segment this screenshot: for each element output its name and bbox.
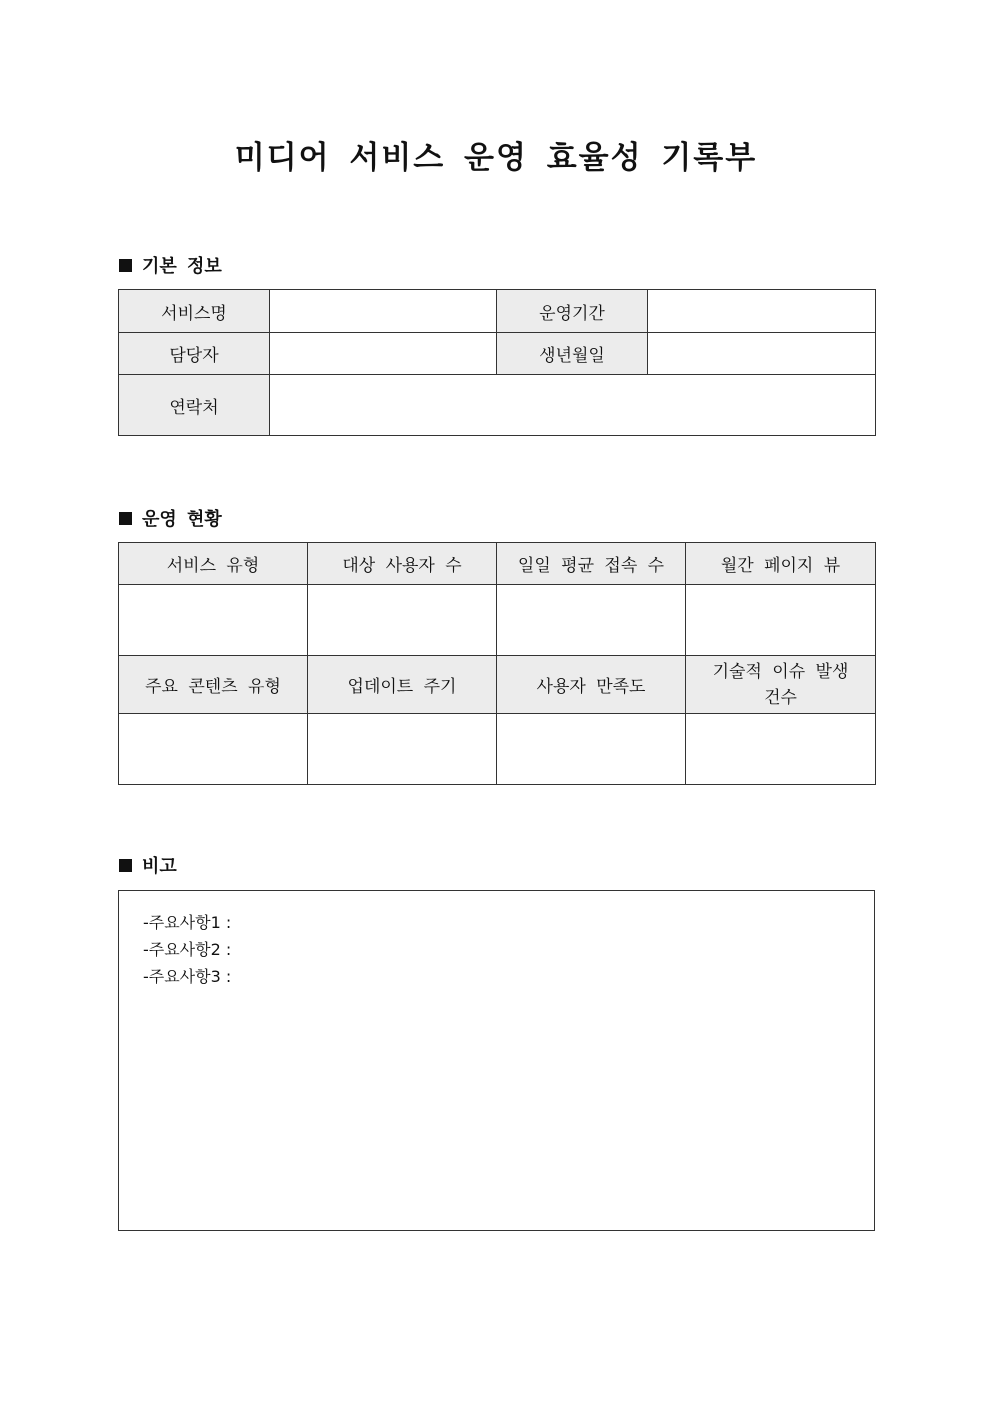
square-bullet-icon <box>119 259 132 272</box>
contact-label: 연락처 <box>119 375 270 436</box>
daily-visits-field[interactable] <box>497 585 686 656</box>
square-bullet-icon <box>119 859 132 872</box>
daily-visits-header: 일일 평균 접속 수 <box>497 543 686 585</box>
operation-period-field[interactable] <box>648 290 876 333</box>
note-line: -주요사항3 : <box>143 967 232 986</box>
note-line: -주요사항1 : <box>143 913 232 932</box>
tech-issues-header: 기술적 이슈 발생 건수 <box>686 656 876 714</box>
operation-status-table <box>118 542 876 785</box>
service-type-field[interactable] <box>119 585 308 656</box>
section-heading-status <box>119 505 222 531</box>
note-line: -주요사항2 : <box>143 940 232 959</box>
page-title: 미디어 서비스 운영 효율성 기록부 <box>234 140 758 176</box>
target-users-field[interactable] <box>308 585 497 656</box>
monthly-pageviews-field[interactable] <box>686 585 876 656</box>
basic-info-table <box>118 289 876 436</box>
section-heading-text: 운영 현황 <box>142 509 222 530</box>
manager-field[interactable] <box>270 333 497 375</box>
satisfaction-field[interactable] <box>497 714 686 785</box>
update-cycle-header: 업데이트 주기 <box>308 656 497 714</box>
service-name-label: 서비스명 <box>119 290 270 333</box>
satisfaction-header: 사용자 만족도 <box>497 656 686 714</box>
notes-lines <box>143 909 231 990</box>
content-type-header: 주요 콘텐츠 유형 <box>119 656 308 714</box>
birthdate-field[interactable] <box>648 333 876 375</box>
update-cycle-field[interactable] <box>308 714 497 785</box>
section-heading-notes <box>119 852 177 878</box>
tech-issues-field[interactable] <box>686 714 876 785</box>
monthly-pageviews-header: 월간 페이지 뷰 <box>686 543 876 585</box>
operation-period-label: 운영기간 <box>497 290 648 333</box>
service-name-field[interactable] <box>270 290 497 333</box>
square-bullet-icon <box>119 512 132 525</box>
manager-label: 담당자 <box>119 333 270 375</box>
contact-field[interactable] <box>270 375 876 436</box>
notes-box[interactable] <box>118 890 875 1231</box>
service-type-header: 서비스 유형 <box>119 543 308 585</box>
section-heading-basic-info <box>119 252 222 278</box>
content-type-field[interactable] <box>119 714 308 785</box>
target-users-header: 대상 사용자 수 <box>308 543 497 585</box>
birthdate-label: 생년월일 <box>497 333 648 375</box>
section-heading-text: 비고 <box>142 856 177 877</box>
section-heading-text: 기본 정보 <box>142 256 222 277</box>
